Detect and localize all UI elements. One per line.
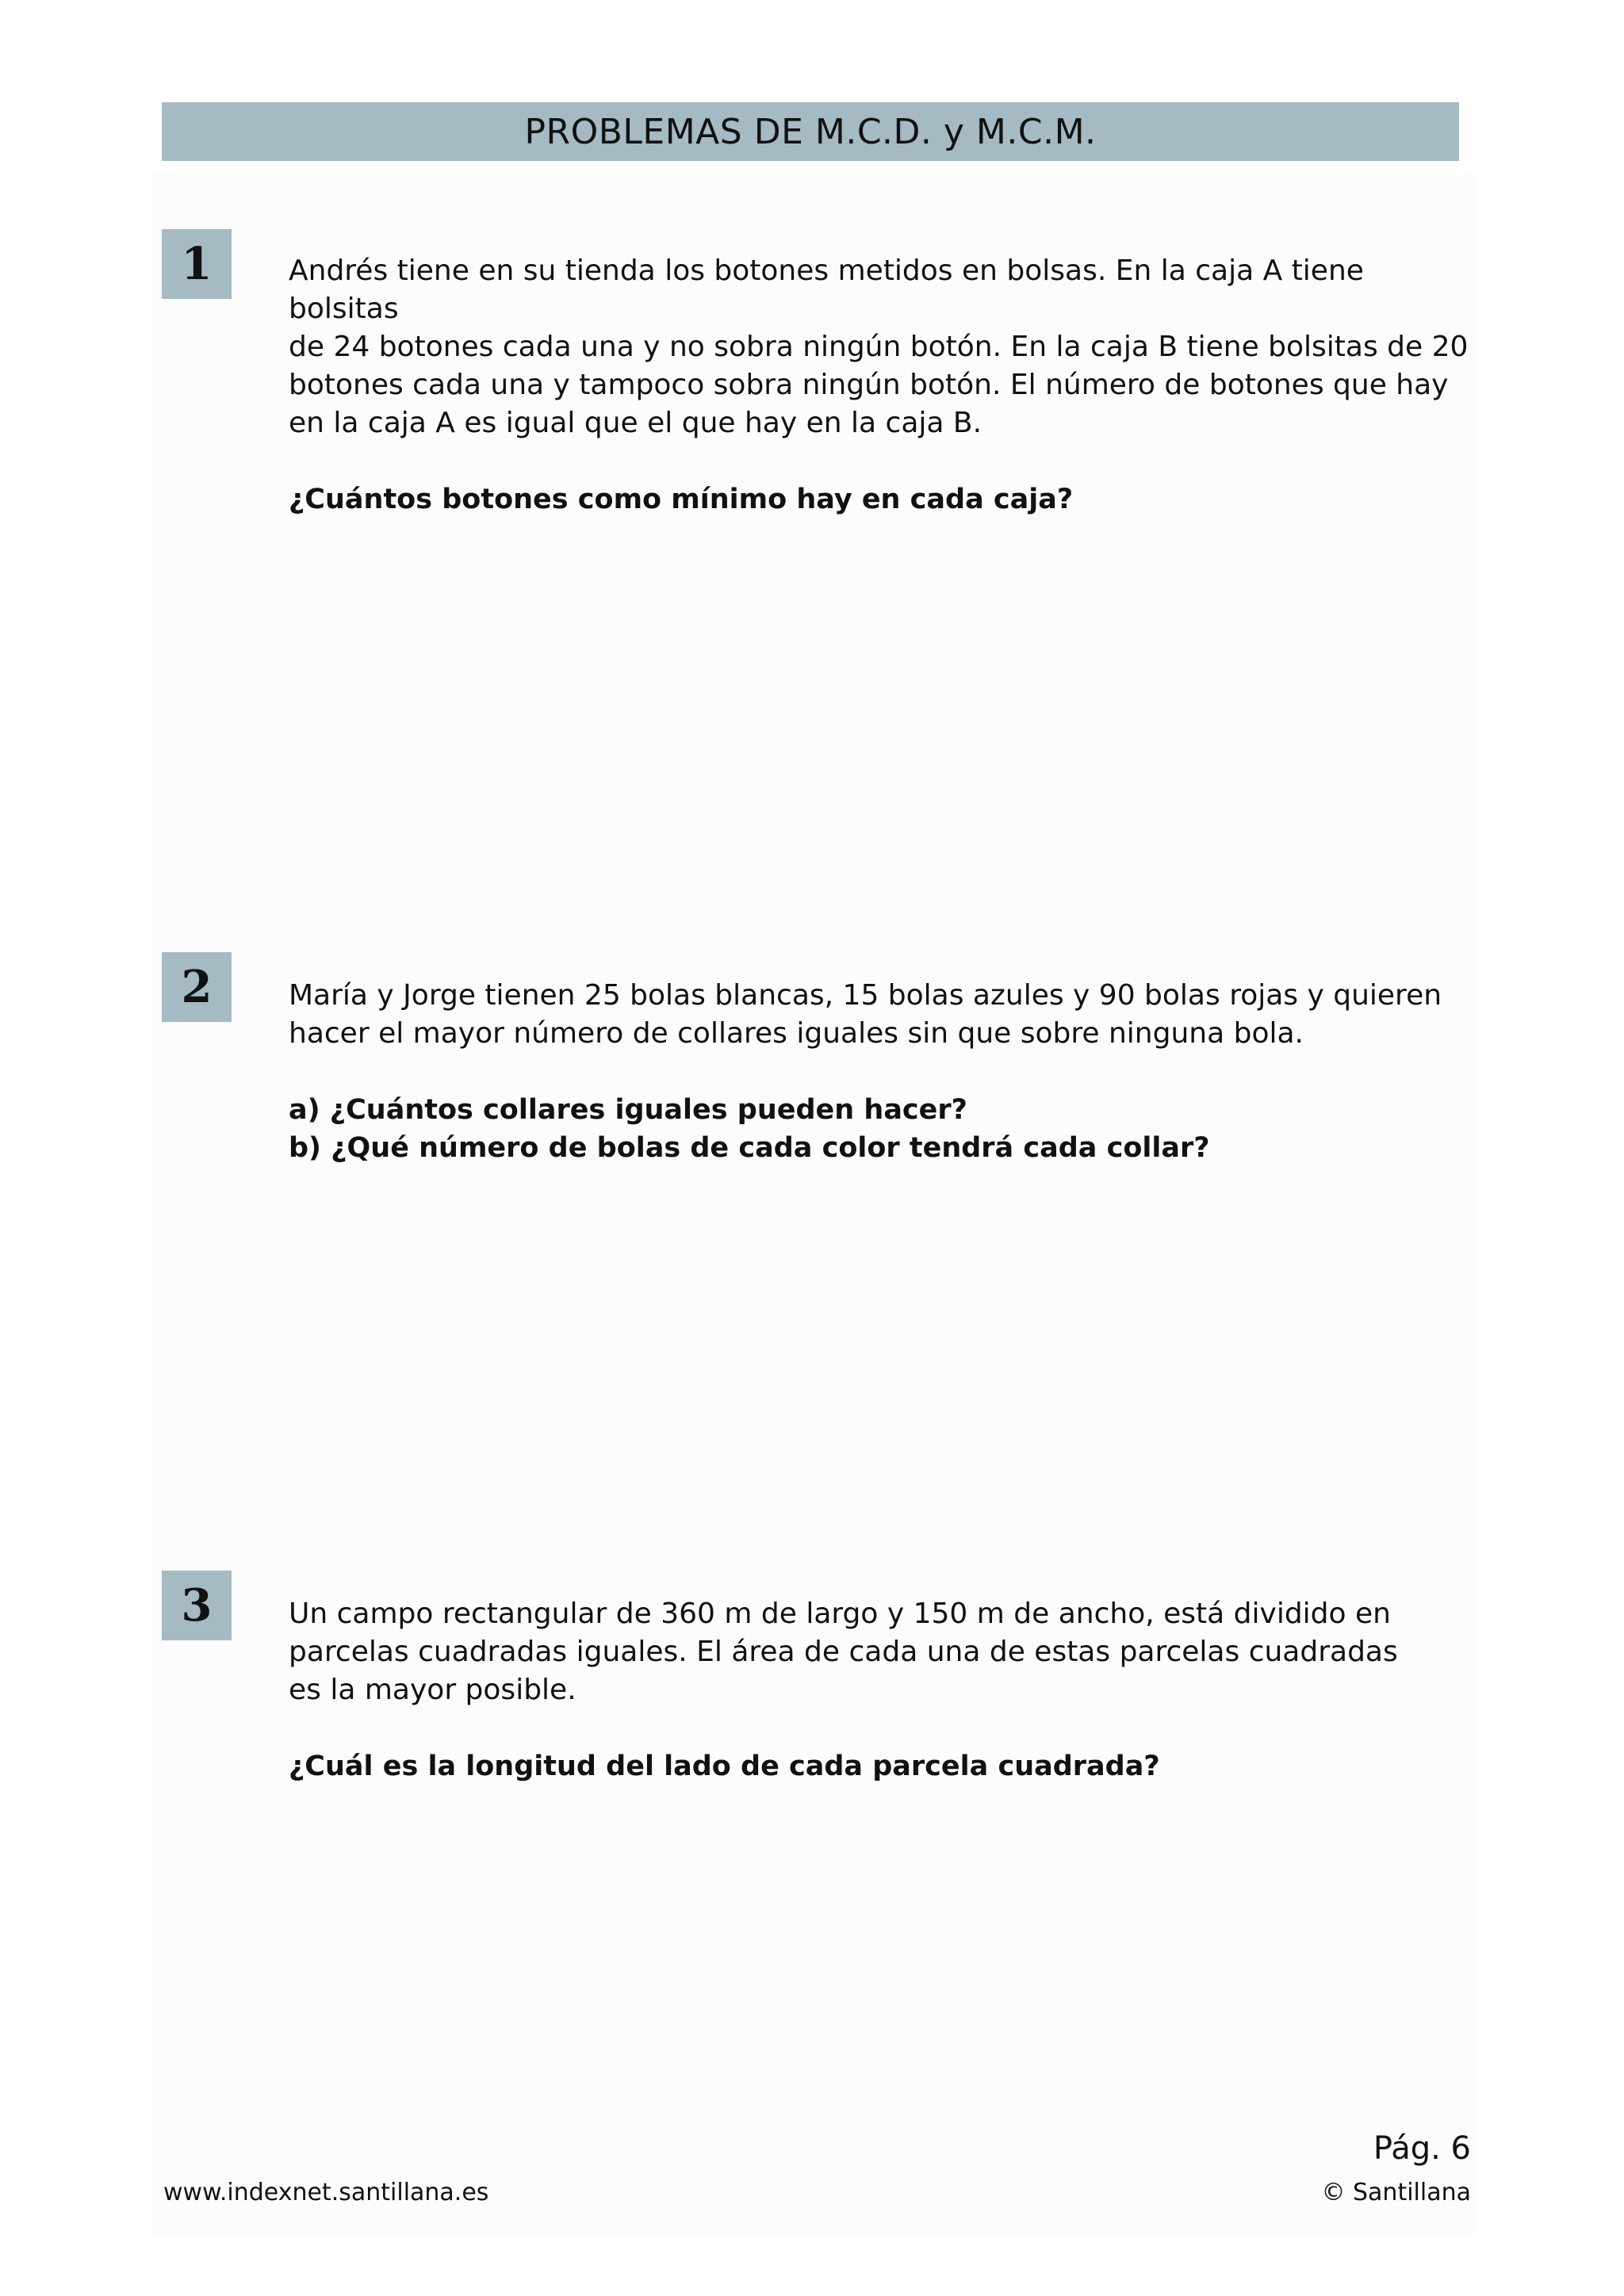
problem-3-line: Un campo rectangular de 360 m de largo y 150 m de ancho, está dividido en xyxy=(289,1598,1391,1630)
page-title: PROBLEMAS DE M.C.D. y M.C.M. xyxy=(524,111,1097,152)
problem-1-line: Andrés tiene en su tienda los botones metidos en bolsas. En la caja A tiene bolsitas xyxy=(289,254,1364,325)
problem-2-line: María y Jorge tienen 25 bolas blancas, 15 bolas azules y 90 bolas rojas y quieren xyxy=(289,979,1442,1012)
problem-2-number-badge: 2 xyxy=(162,952,232,1022)
problem-3-question: ¿Cuál es la longitud del lado de cada parcela cuadrada? xyxy=(289,1751,1160,1782)
footer-copyright: © Santillana xyxy=(1321,2179,1471,2206)
problem-1-question: ¿Cuántos botones como mínimo hay en cada caja? xyxy=(289,484,1074,515)
problem-1-line: de 24 botones cada una y no sobra ningún botón. En la caja B tiene bolsitas de 20 xyxy=(289,331,1469,363)
problem-2-question-a: a) ¿Cuántos collares iguales pueden hacer? xyxy=(289,1094,967,1126)
page-number: Pág. 6 xyxy=(1373,2130,1471,2167)
problem-3-line: es la mayor posible. xyxy=(289,1674,576,1706)
problem-3 xyxy=(289,1595,1478,1785)
problem-1 xyxy=(289,252,1478,519)
problem-2 xyxy=(289,977,1478,1167)
problem-1-line: botones cada una y tampoco sobra ningún botón. El número de botones que hay xyxy=(289,369,1449,401)
problem-2-question-b: b) ¿Qué número de bolas de cada color tendrá cada collar? xyxy=(289,1132,1210,1164)
title-banner xyxy=(162,102,1459,161)
problem-3-number-badge: 3 xyxy=(162,1571,232,1640)
problem-1-number-badge: 1 xyxy=(162,229,232,299)
problem-1-line: en la caja A es igual que el que hay en la caja B. xyxy=(289,407,982,439)
problem-3-line: parcelas cuadradas iguales. El área de cada una de estas parcelas cuadradas xyxy=(289,1636,1398,1668)
footer-url: www.indexnet.santillana.es xyxy=(163,2179,489,2206)
problem-2-line: hacer el mayor número de collares iguales sin que sobre ninguna bola. xyxy=(289,1017,1304,1050)
